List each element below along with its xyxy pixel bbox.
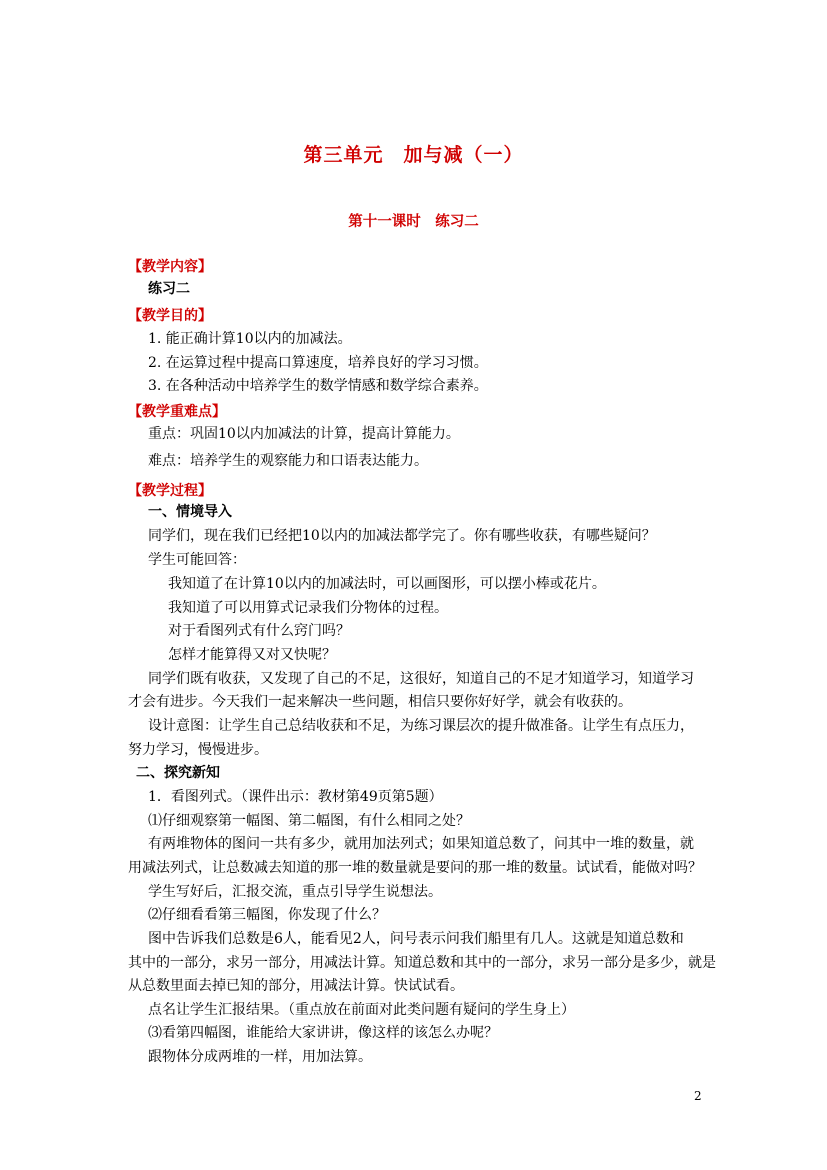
paragraph-summary-line1: 同学们既有收获，又发现了自己的不足，这很好，知道自己的不足才知道学习，知道学习: [148, 671, 694, 687]
section-teaching-process: 【教学过程】: [128, 483, 212, 499]
section-teaching-content: 【教学内容】: [128, 259, 212, 275]
unit-title: 第三单元 加与减（一）: [303, 144, 524, 166]
page-number: 2: [694, 1089, 702, 1103]
exercise-1-answer-3: 跟物体分成两堆的一样，用加法算。: [148, 1049, 372, 1065]
exercise-1-question-2: ⑵仔细看看第三幅图，你发现了什么？: [148, 907, 386, 923]
key-point: 重点：巩固10以内加减法的计算，提高计算能力。: [148, 426, 460, 442]
section-teaching-goals: 【教学目的】: [128, 308, 212, 324]
paragraph-intro: 同学们，现在我们已经把10以内的加减法都学完了。你有哪些收获，有哪些疑问？: [148, 528, 656, 544]
design-intent-line1: 设计意图：让学生自己总结收获和不足，为练习课层次的提升做准备。让学生有点压力，: [148, 718, 694, 734]
exercise-1-report: 学生写好后，汇报交流，重点引导学生说想法。: [148, 884, 442, 900]
exercise-1-answer-2-line2: 其中的一部分，求另一部分，用减法计算。知道总数和其中的一部分，求另一部分是多少，就是: [128, 955, 716, 971]
paragraph-possible-answers: 学生可能回答：: [148, 552, 246, 568]
exercise-1-answer-2-line1: 图中告诉我们总数是6人，能看见2人，问号表示问我们船里有几人。这就是知道总数和: [148, 931, 684, 947]
content-item: 练习二: [148, 281, 190, 297]
answer-4: 怎样才能算得又对又快呢？: [168, 647, 336, 663]
section-key-difficult-points: 【教学重难点】: [128, 404, 226, 420]
goal-2: 2. 在运算过程中提高口算速度，培养良好的学习习惯。: [148, 355, 488, 371]
exercise-1-question-1: ⑴仔细观察第一幅图、第二幅图，有什么相同之处？: [148, 813, 470, 829]
answer-1: 我知道了在计算10以内的加减法时，可以画图形，可以摆小棒或花片。: [168, 576, 606, 592]
answer-3: 对于看图列式有什么窍门吗？: [168, 623, 350, 639]
exercise-1-report-2: 点名让学生汇报结果。（重点放在前面对此类问题有疑问的学生身上）: [148, 1002, 575, 1018]
exercise-1: 1．看图列式。（课件出示：教材第49页第5题）: [148, 789, 443, 805]
difficulty-point: 难点：培养学生的观察能力和口语表达能力。: [148, 453, 428, 469]
part2-heading: 二、探究新知: [136, 765, 220, 781]
exercise-1-question-3: ⑶看第四幅图，谁能给大家讲讲，像这样的该怎么办呢？: [148, 1025, 498, 1041]
lesson-title: 第十一课时 练习二: [348, 214, 479, 230]
goal-1: 1. 能正确计算10以内的加减法。: [148, 331, 352, 347]
answer-2: 我知道了可以用算式记录我们分物体的过程。: [168, 600, 448, 616]
exercise-1-answer-1-line2: 用减法列式，让总数减去知道的那一堆的数量就是要问的那一堆的数量。试试看，能做对吗？: [128, 860, 702, 876]
design-intent-line2: 努力学习，慢慢进步。: [128, 742, 268, 758]
exercise-1-answer-2-line3: 从总数里面去掉已知的部分，用减法计算。快试试看。: [128, 978, 464, 994]
paragraph-summary-line2: 才会有进步。今天我们一起来解决一些问题，相信只要你好好学，就会有收获的。: [128, 694, 632, 710]
part1-heading: 一、情境导入: [148, 504, 232, 520]
exercise-1-answer-1-line1: 有两堆物体的图问一共有多少，就用加法列式；如果知道总数了，问其中一堆的数量，就: [148, 836, 694, 852]
goal-3: 3. 在各种活动中培养学生的数学情感和数学综合素养。: [148, 378, 488, 394]
